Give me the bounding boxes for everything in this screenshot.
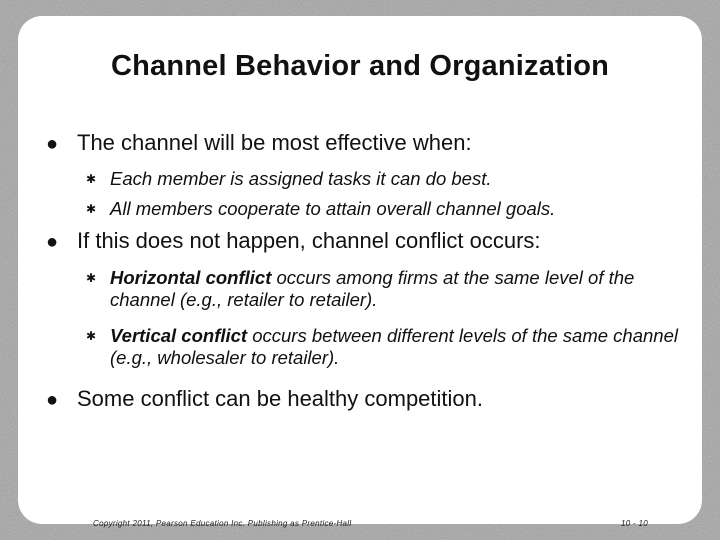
sub-bullet-rest: occurs between different levels of the same channel (e.g., wholesaler to retailer). (110, 325, 678, 368)
asterisk-bullet-icon: ✱ (86, 202, 97, 216)
round-bullet-icon: ● (46, 231, 59, 253)
sub-bullet-text (110, 267, 680, 311)
bullet-text: The channel will be most effective when: (77, 130, 472, 155)
sub-bullet-text: Each member is assigned tasks it can do best. (110, 168, 492, 189)
sub-bullet-text (110, 325, 680, 369)
sub-bullet-bold: Vertical conflict (110, 325, 248, 346)
sub-bullet-text: All members cooperate to attain overall channel goals. (110, 198, 556, 219)
footer-copyright: Copyright 2011, Pearson Education Inc. Publishing as Prentice-Hall (93, 519, 352, 528)
bullet-text: If this does not happen, channel conflict occurs: (77, 228, 541, 253)
asterisk-bullet-icon: ✱ (86, 329, 97, 343)
round-bullet-icon: ● (46, 389, 59, 411)
slide-title: Channel Behavior and Organization (110, 50, 610, 82)
bullet-text: Some conflict can be healthy competition. (77, 386, 484, 411)
round-bullet-icon: ● (46, 133, 59, 155)
sub-bullet-rest: occurs among firms at the same level of the channel (e.g., retailer to retailer). (110, 267, 635, 310)
asterisk-bullet-icon: ✱ (86, 172, 97, 186)
footer-page-number: 10 - 10 (621, 519, 649, 528)
asterisk-bullet-icon: ✱ (86, 271, 97, 285)
sub-bullet-bold: Horizontal conflict (110, 267, 272, 288)
